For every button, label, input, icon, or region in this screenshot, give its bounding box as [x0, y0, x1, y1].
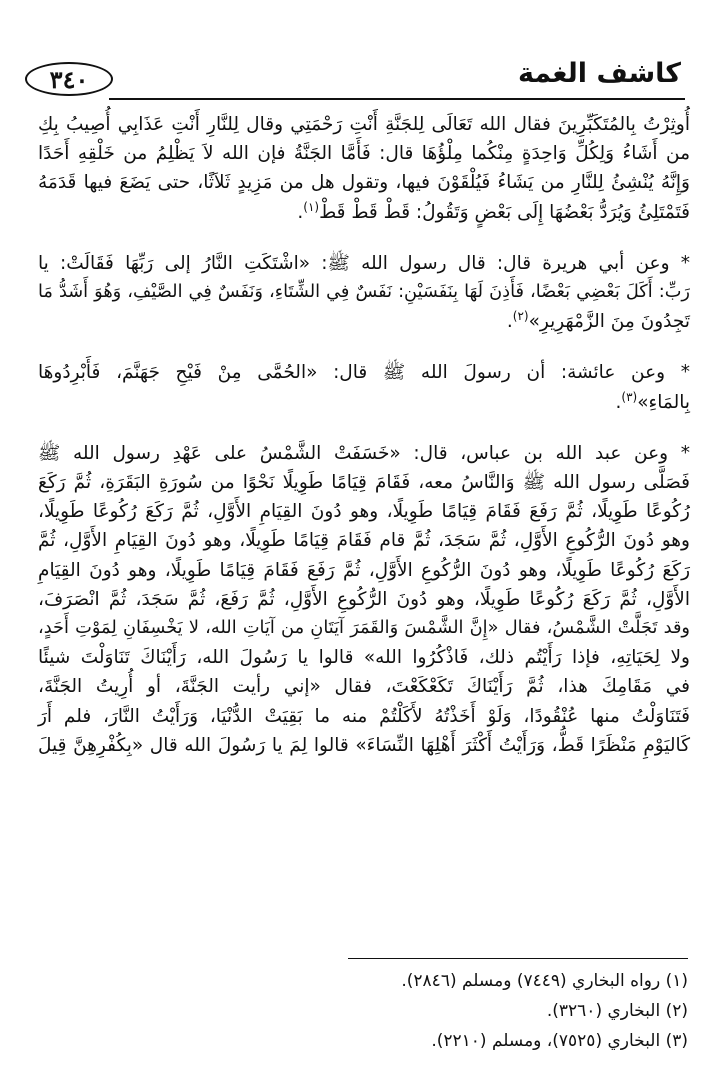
paragraph-4: [38, 439, 690, 760]
text-line: رَكَعَ رُكُوعًا طَوِيلًا، وهو دُونَ الرُّكُوعِ الأَوَّلِ، ثُمَّ رَفَعَ فَقَامَ قِيَامًا طَوِيلًا، وهو دُونَ القِيَامِ: [38, 559, 690, 581]
text-line-content: تَجِدُونَ مِنَ الزَّمْهَرِيرِ»: [528, 311, 690, 333]
text-line: فَصَلَّى رسول الله ﷺ وَالنَّاسُ معه، فَقَامَ قِيَامًا طَوِيلًا نَحْوًا من سُورَةِ البَقَرَةِ، ثُمَّ رَكَعَ: [38, 472, 690, 494]
text-line: وهو دُونَ الرُّكُوعِ الأَوَّلِ، ثُمَّ سَجَدَ، ثُمَّ قام فَقَامَ قِيَامًا طَوِيلًا، وهو دُونَ القِيَامِ الأَوَّلِ، ثُمَّ: [38, 530, 690, 552]
main-text: [38, 110, 690, 760]
page-header: [25, 58, 695, 110]
text-line: بِالمَاءِ»$^{(٣)}$.: [615, 389, 690, 413]
text-line: كَاليَوْمِ مَنْظَرًا قَطُّ، وَرَأَيْتُ أَكْثَرَ أَهْلِهَا النِّسَاءَ» قالوا لِمَ يا رَسُولَ الله قال «بِكُفْرِهِنَّ قِيلَ: [38, 734, 690, 756]
text-line: وَإِنَّهُ يُنْشِئُ لِلنَّارِ من يَشَاءُ فَيُلْقَوْنَ فيها، وتقول هل من مَزِيدٍ ثَلاَثًا، حتى يَضَعَ فيها قَدَمَهُ: [38, 172, 690, 194]
text-line: ولا لِحَيَاتِهِ، فإذا رَأَيْتُم ذلك، فَاذْكُرُوا الله» قالوا يا رَسُولَ الله، رَأَيْنَاكَ تَنَاوَلْتَ شيئًا: [38, 647, 690, 669]
footnote-ref-2: (٢): [512, 309, 529, 324]
text-line-content: بِالمَاءِ»: [637, 391, 690, 413]
text-line: * وعن عبد الله بن عباس، قال: «خَسَفَتْ الشَّمْسُ على عَهْدِ رسول الله ﷺ: [38, 442, 690, 464]
text-line: * وعن أبي هريرة قال: قال رسول الله ﷺ: «اشْتَكَتِ النَّارُ إلى رَبِّهَا فَقَالَتْ: يا: [38, 252, 690, 274]
header-rule: [109, 98, 685, 100]
footnote-separator: [348, 958, 688, 959]
text-line: من أَشَاءُ وَلِكُلِّ وَاحِدَةٍ مِنْكُما مِلْؤُهَا قال: فَأَمَّا الجَنَّةُ فإن الله لاَ يَظْلِمُ من خَلْقِهِ أَحَدًا: [38, 143, 690, 165]
text-line-content: فَتَمْتَلِئُ وَيُرَدُّ بَعْضُهَا إِلَى بَعْضٍ وَتَقُولُ: قَطْ قَطْ قَطْ: [319, 201, 690, 223]
footnote-3: (٣) البخاري (٧٥٢٥)، ومسلم (٢٢١٠).: [431, 1031, 688, 1051]
text-line: فَتَمْتَلِئُ وَيُرَدُّ بَعْضُهَا إِلَى بَعْضٍ وَتَقُولُ: قَطْ قَطْ قَطْ$^{(١)}$.: [297, 199, 690, 223]
text-line: فَتَنَاوَلْتُ منها عُنْقُودًا، وَلَوْ أَخَذْتُهُ لأَكَلْتُمْ منه ما بَقِيَتْ الدُّنْيَا، وَرَأَيْتُ النَّارَ، فلم أَرَ: [38, 705, 690, 727]
footnote-ref-3: (٣): [621, 389, 638, 404]
text-line: تَجِدُونَ مِنَ الزَّمْهَرِيرِ»$^{(٢)}$.: [506, 309, 690, 333]
text-line: الأَوَّلِ، ثُمَّ رَكَعَ رُكُوعًا طَوِيلًا، وهو دُونَ الرُّكُوعِ الأَوَّلِ، ثُمَّ رَفَعَ، ثُمَّ سَجَدَ، ثُمَّ انْصَرَفَ،: [38, 588, 690, 610]
paragraph-1: [38, 110, 690, 227]
footnote-2: (٢) البخاري (٣٢٦٠).: [546, 1001, 688, 1021]
paragraph-2: [38, 249, 690, 337]
footnote-1: (١) رواه البخاري (٧٤٤٩) ومسلم (٢٨٤٦).: [401, 971, 688, 991]
text-line: رُكُوعًا طَوِيلًا، ثُمَّ رَفَعَ فَقَامَ قِيَامًا طَوِيلًا، وهو دُونَ القِيَامِ الأَوَّلِ، ثُمَّ رَكَعَ رُكُوعًا طَوِيلًا،: [38, 501, 690, 523]
paragraph-3: [38, 358, 690, 416]
text-line: رَبِّ: أَكَلَ بَعْضِي بَعْضًا، فَأَذِنَ لَهَا بِنَفَسَيْنِ: نَفَسٌ فِي الشِّتَاءِ، وَنَفَسٌ فِي الصَّيْفِ، وَهُوَ أَشَدُّ مَا: [38, 282, 690, 303]
footnotes: [38, 966, 688, 1056]
text-line: * وعن عائشة: أن رسولَ الله ﷺ قال: «الحُمَّى مِنْ فَيْحِ جَهَنَّمَ، فَأَبْرِدُوهَا: [38, 362, 690, 384]
page-number: ٣٤٠: [25, 62, 113, 96]
book-title: كاشف الغمة: [517, 58, 681, 89]
text-line: أُوثِرْتُ بِالمُتَكَبِّرِينَ فقال الله تَعَالَى لِلجَنَّةِ أَنْتِ رَحْمَتِي وقال لِلنَّارِ أَنْتِ عَذَابِي أُصِيبُ بِكِ: [38, 114, 690, 135]
footnote-ref-1: (١): [303, 199, 320, 214]
text-line: في مَقَامِكَ هذا، ثُمَّ رَأَيْنَاكَ تَكَعْكَعْتَ، فقال «إني رأيت الجَنَّةَ، أو أُرِيتُ الجَنَّةَ،: [38, 676, 690, 698]
text-line: وقد تَجَلَّتْ الشَّمْسُ، فقال «إِنَّ الشَّمْسَ وَالقَمَرَ آيَتَانِ من آيَاتِ الله، لا يَخْسِفَانِ لِمَوْتِ أَحَدٍ،: [38, 618, 690, 639]
